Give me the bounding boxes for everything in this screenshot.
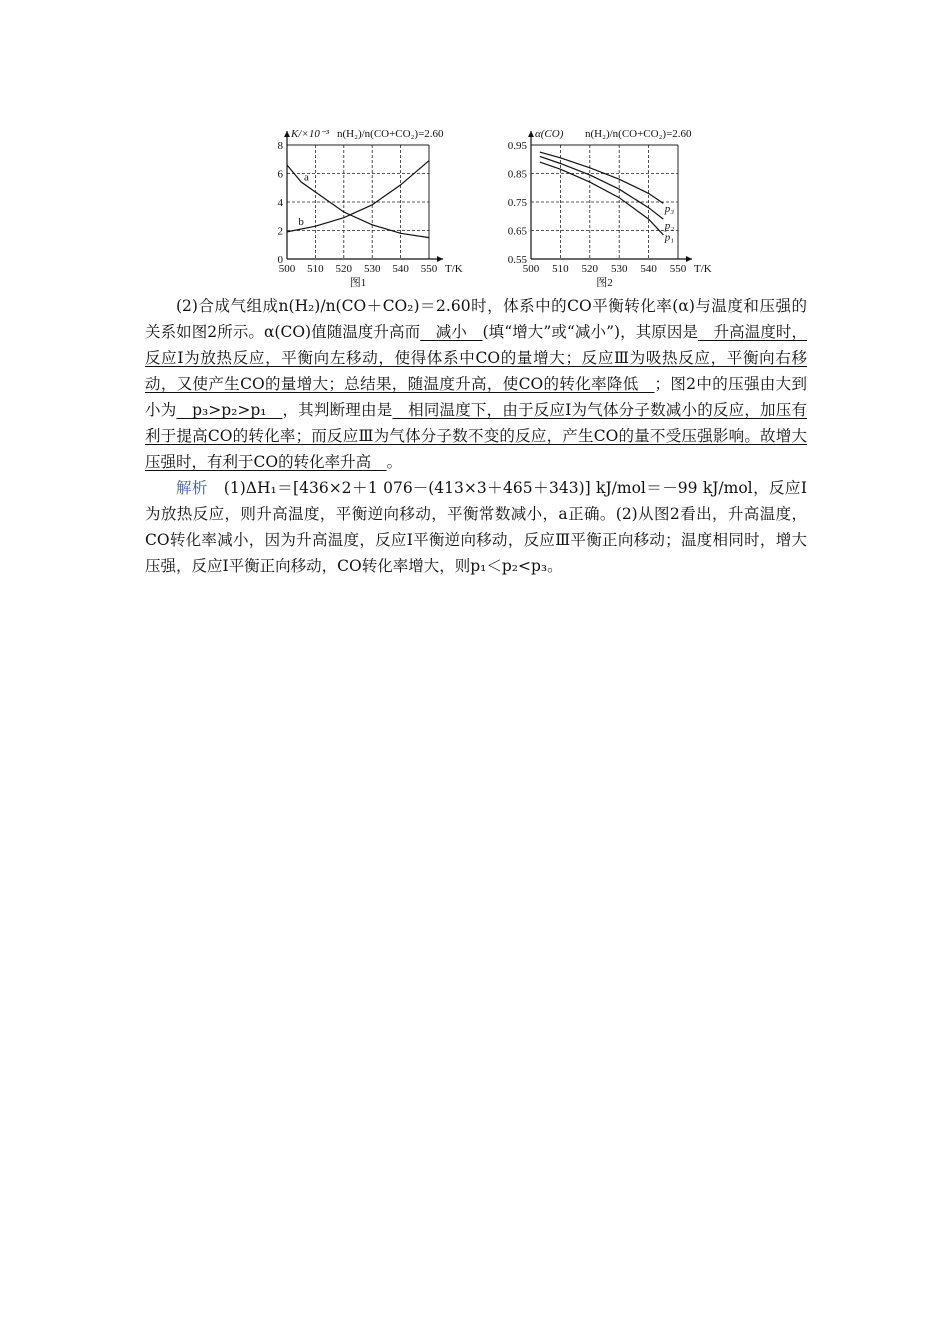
figure-caption: 图2 bbox=[596, 277, 613, 289]
series-label-0: p₃ bbox=[664, 202, 675, 215]
chart-annotation: n(H₂)/n(CO+CO₂)=2.60 bbox=[585, 128, 692, 140]
question-paragraph bbox=[145, 293, 807, 475]
answer-blank-3: p₃>p₂>p₁ bbox=[176, 401, 283, 419]
chart-2-svg bbox=[489, 120, 725, 292]
series-line-0 bbox=[540, 152, 664, 203]
y-tick-label: 4 bbox=[277, 197, 283, 209]
y-tick-label: 0.65 bbox=[507, 225, 527, 238]
series-line-2 bbox=[540, 162, 664, 235]
figure-1 bbox=[255, 120, 467, 292]
series-label-1: p₂ bbox=[664, 220, 675, 233]
y-tick-label: 6 bbox=[277, 168, 283, 181]
q2-shi: 是 bbox=[682, 323, 699, 341]
explanation-body: (1)ΔH₁＝[436×2＋1 076－(413×3＋465＋343)] kJ/mol＝－99 kJ/mol，反应Ⅰ为放热反应，则升高温度，平衡逆向移动，平衡常数减小，a正确。(2)从图2看出，升高温度，CO转化率减小，因为升高温度，反应Ⅰ平衡逆向移动，反应Ⅲ平衡正向移动；温度相同时，增大压强，反应Ⅰ平衡正向移动，CO转化率增大，则p₁＜p₂<p₃。 bbox=[145, 479, 807, 575]
q2-pressure-prompt: ；图2中的压强由大到小为 bbox=[145, 375, 807, 419]
y-axis-label: K/×10⁻³ bbox=[291, 128, 329, 140]
y-tick-label: 0.75 bbox=[507, 197, 527, 209]
x-tick-label: 510 bbox=[552, 263, 569, 275]
explanation-paragraph bbox=[145, 475, 807, 579]
y-tick-label: 0 bbox=[277, 254, 283, 266]
x-tick-label: 510 bbox=[307, 263, 324, 275]
x-tick-label: 500 bbox=[278, 263, 296, 275]
x-tick-label: 550 bbox=[420, 263, 438, 275]
x-tick-label: 500 bbox=[522, 263, 540, 275]
y-axis-label: α(CO) bbox=[535, 128, 564, 140]
chart-1-svg bbox=[255, 120, 467, 292]
q2-hint: (填“增大”或“减小”)，其原因 bbox=[482, 323, 683, 341]
x-tick-label: 550 bbox=[669, 263, 687, 275]
y-tick-label: 0.85 bbox=[507, 168, 527, 181]
q2-intro: (2)合成气组成 bbox=[176, 297, 279, 315]
series-label-2: p₁ bbox=[664, 231, 675, 244]
x-tick-label: 520 bbox=[581, 263, 599, 275]
series-label-0: a bbox=[304, 171, 309, 184]
x-tick-label: 540 bbox=[392, 263, 409, 275]
answer-blank-4: 相同温度下，由于反应Ⅰ为气体分子数减小的反应，加压有利于提高CO的转化率；而反应Ⅲ为气体分子数不变的反应，产生CO的量不受压强影响。故增大压强时，有利于CO的转化率升高 bbox=[145, 401, 807, 471]
y-tick-label: 0.55 bbox=[507, 254, 527, 266]
q2-formula: n(H₂)/n(CO＋CO₂)＝2.60时，体系中的CO平衡转化率(α)与温度和压 bbox=[278, 297, 776, 315]
x-axis-arrow bbox=[686, 256, 692, 262]
explanation-label: 解析 bbox=[176, 479, 208, 497]
x-axis-label: T/K bbox=[694, 263, 712, 275]
y-axis-arrow bbox=[528, 131, 534, 137]
q2-end: 。 bbox=[386, 453, 403, 471]
y-tick-label: 2 bbox=[277, 225, 283, 238]
x-axis-arrow bbox=[437, 256, 443, 262]
y-tick-label: 0.95 bbox=[507, 140, 527, 152]
x-tick-label: 540 bbox=[640, 263, 657, 275]
question-text bbox=[145, 293, 807, 579]
answer-blank-2: 升高温度时，反应Ⅰ为放热反应，平衡向左移动，使得体系中CO的量增大；反应Ⅲ为吸热反应，平衡向右移动，又使产生CO的量增大；总结果，随温度升高，使CO的转化率降低 bbox=[145, 323, 807, 393]
q2-prompt: 强的关系如图2所示。α(CO)值随温度升高而 bbox=[145, 297, 807, 341]
y-tick-label: 8 bbox=[277, 140, 283, 152]
x-tick-label: 530 bbox=[610, 263, 628, 275]
figures-row bbox=[255, 120, 725, 292]
x-tick-label: 520 bbox=[335, 263, 353, 275]
figure-2 bbox=[489, 120, 725, 292]
x-tick-label: 530 bbox=[363, 263, 381, 275]
chart-annotation: n(H₂)/n(CO+CO₂)=2.60 bbox=[337, 128, 444, 140]
q2-reason-prompt: ，其判断理由是 bbox=[282, 401, 393, 419]
series-label-1: b bbox=[298, 215, 304, 228]
y-axis-arrow bbox=[284, 131, 290, 137]
answer-blank-1: 减小 bbox=[420, 323, 483, 341]
figure-caption: 图1 bbox=[349, 277, 367, 289]
x-axis-label: T/K bbox=[445, 263, 463, 275]
